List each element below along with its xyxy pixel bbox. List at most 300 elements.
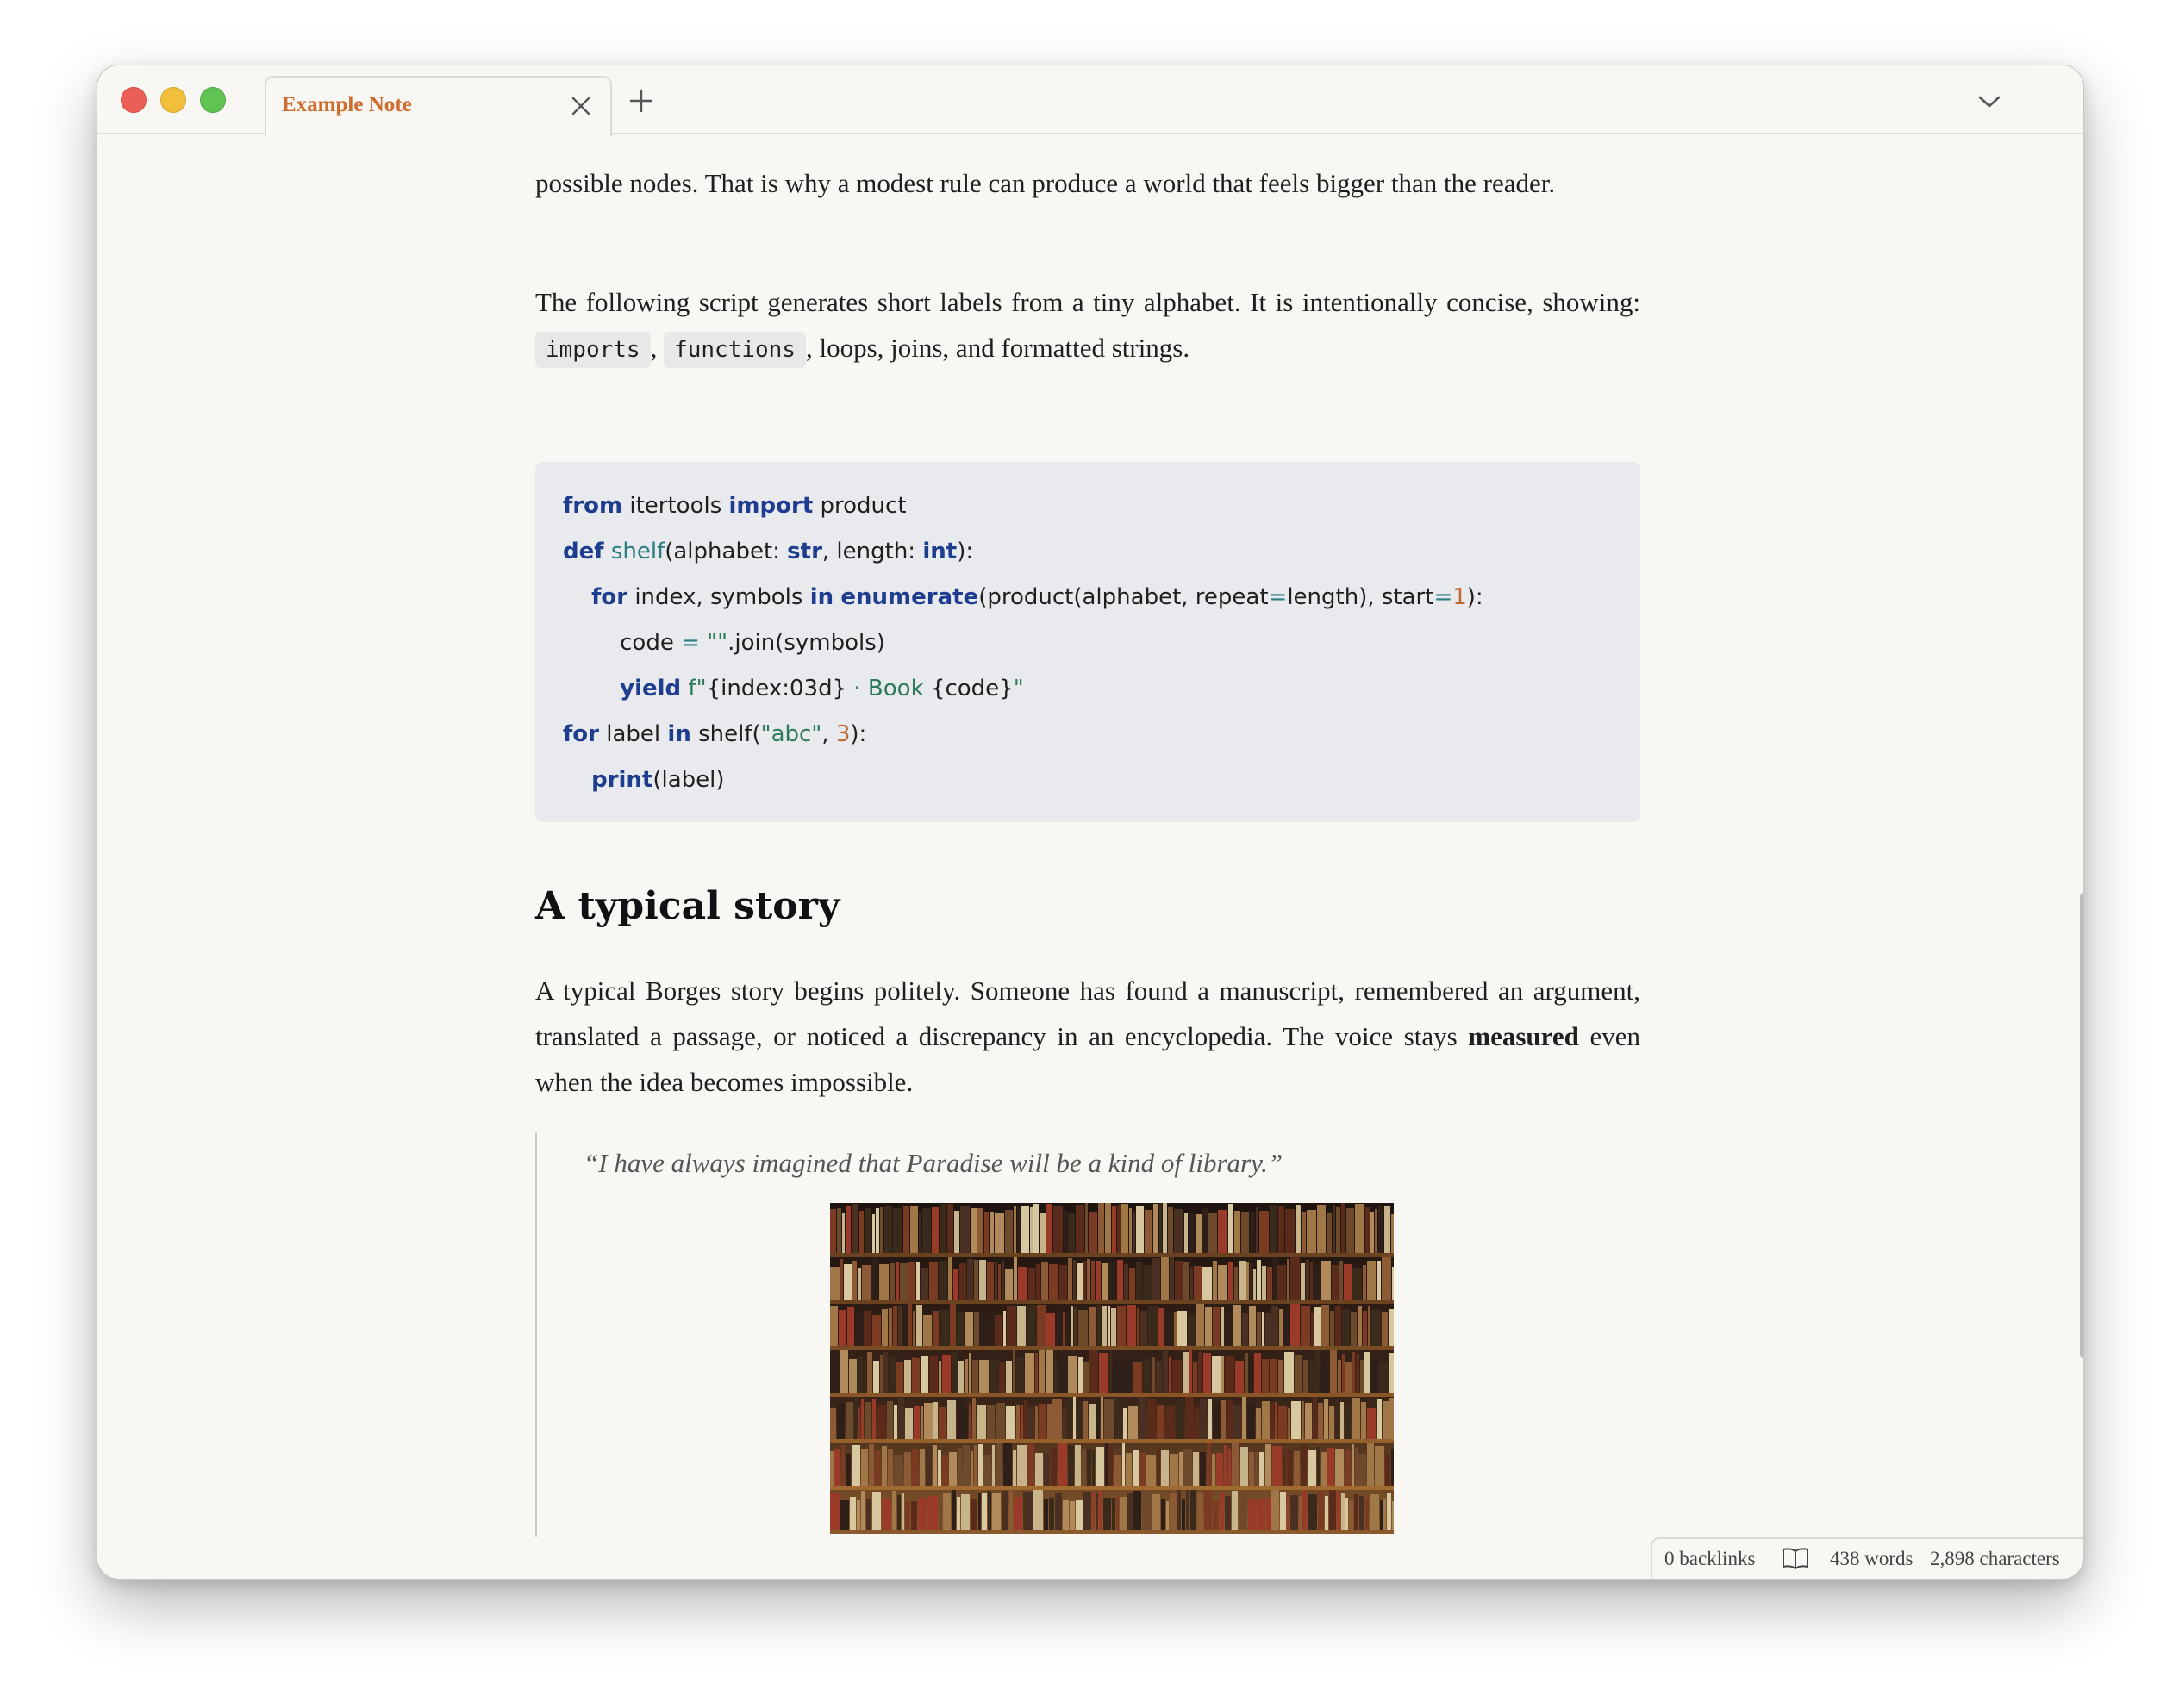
book-spine (1296, 1205, 1301, 1253)
book-spine (998, 1264, 1001, 1303)
book-spine (969, 1353, 971, 1396)
book-spine (1259, 1452, 1264, 1489)
book-spine (1103, 1498, 1111, 1530)
book-spine (1145, 1210, 1152, 1253)
book-spine (1337, 1492, 1340, 1530)
book-spine (1021, 1206, 1029, 1253)
book-spine (1377, 1261, 1381, 1303)
book-spine (1136, 1262, 1142, 1303)
book-spine (950, 1304, 956, 1350)
book-spine (1290, 1304, 1300, 1350)
book-spine (898, 1306, 902, 1350)
book-spine (1005, 1269, 1013, 1303)
book-spine (992, 1445, 995, 1489)
book-spine (1247, 1404, 1255, 1443)
book-spine (1121, 1361, 1127, 1396)
text-run: , loops, joins, and formatted strings. (805, 333, 1190, 363)
book-spine (982, 1493, 987, 1530)
window-minimize-button[interactable] (160, 87, 186, 113)
window-close-button[interactable] (121, 87, 147, 113)
book-spine (1121, 1204, 1128, 1253)
book-spine (1228, 1449, 1231, 1489)
book-spine (984, 1212, 989, 1253)
book-spine (1345, 1450, 1351, 1489)
book-spine (1352, 1352, 1355, 1396)
book-spine (1003, 1443, 1012, 1489)
library-bookshelf-image (830, 1203, 1394, 1534)
book-spine (1302, 1401, 1304, 1443)
book-spine (1290, 1495, 1298, 1530)
title-bar (97, 65, 2083, 134)
book-spine (830, 1493, 840, 1530)
book-spine (958, 1448, 962, 1489)
book-spine (940, 1204, 946, 1253)
book-spine (1047, 1404, 1052, 1443)
book-spine (1364, 1352, 1370, 1396)
book-spine (855, 1313, 863, 1350)
book-spine (1301, 1306, 1310, 1350)
book-spine (988, 1491, 991, 1530)
book-spine (1228, 1204, 1233, 1253)
book-spine (904, 1452, 911, 1489)
book-spine (1046, 1313, 1055, 1350)
book-spine (1108, 1444, 1113, 1489)
book-spine (1133, 1362, 1142, 1396)
paragraph: possible nodes. That is why a modest rule can produce a world that feels bigger than the reader. (535, 168, 1556, 198)
book-spine (1087, 1259, 1090, 1303)
book-spine (939, 1261, 947, 1303)
book-spine (1039, 1350, 1045, 1396)
book-spine (1273, 1257, 1277, 1303)
book-spine (1051, 1448, 1057, 1489)
book-spine (1262, 1401, 1270, 1443)
book-spine (1039, 1404, 1046, 1443)
book-spine (884, 1206, 892, 1253)
chevron-down-icon[interactable] (1976, 93, 2002, 110)
book-spine (1208, 1399, 1212, 1443)
book-spine (1257, 1312, 1261, 1350)
book-spine (957, 1312, 964, 1350)
book-spine (1265, 1313, 1271, 1350)
book-spine (1023, 1492, 1033, 1530)
book-spine (882, 1499, 891, 1530)
book-spine (1267, 1267, 1272, 1303)
book-spine (1108, 1306, 1110, 1350)
book-spine (1092, 1492, 1095, 1530)
book-spine (1341, 1493, 1345, 1530)
book-spine (1070, 1501, 1075, 1530)
book-spine (921, 1356, 928, 1396)
book-spine (1257, 1260, 1261, 1303)
book-spine (1225, 1356, 1234, 1396)
book-spine (1027, 1444, 1034, 1489)
book-spine (877, 1405, 886, 1443)
tab-example-note[interactable] (265, 76, 612, 136)
book-spine (869, 1444, 874, 1489)
book-spine (1136, 1206, 1144, 1253)
book-spine (1205, 1307, 1212, 1350)
book-spine (1321, 1305, 1329, 1350)
book-spine (1352, 1268, 1362, 1303)
book-spine (889, 1308, 892, 1350)
book-spine (1089, 1404, 1096, 1443)
book-spine (1325, 1496, 1328, 1530)
book-spine (965, 1312, 973, 1350)
book-spine (1124, 1264, 1128, 1303)
book-spine (1089, 1307, 1096, 1350)
book-spine (893, 1306, 897, 1350)
book-spine (1367, 1408, 1376, 1443)
book-spine (1096, 1447, 1104, 1489)
book-spine (1356, 1354, 1359, 1396)
book-spine (1363, 1311, 1367, 1350)
book-spine (1234, 1267, 1238, 1303)
book-spine (1049, 1498, 1054, 1530)
book-spine (1117, 1205, 1121, 1253)
book-spine (1335, 1449, 1344, 1489)
book-spine (1096, 1493, 1098, 1530)
book-spine (1068, 1445, 1074, 1489)
book-spine (1177, 1490, 1181, 1530)
book-spine (1314, 1265, 1321, 1303)
book-spine (957, 1399, 965, 1443)
book-spine (1083, 1401, 1088, 1443)
book-spine (990, 1359, 998, 1396)
book-spine (1044, 1499, 1048, 1530)
book-spine (882, 1309, 888, 1350)
book-spine (922, 1208, 931, 1253)
book-spine (1225, 1496, 1231, 1530)
book-spine (910, 1206, 918, 1253)
book-spine (872, 1492, 881, 1530)
bold-text: measured (1468, 1021, 1579, 1051)
book-spine (1265, 1444, 1271, 1489)
book-spine (999, 1362, 1005, 1396)
book-spine (1033, 1490, 1043, 1530)
book-spine (977, 1208, 983, 1253)
book-spine (854, 1398, 857, 1443)
scrollbar-thumb[interactable] (2080, 893, 2084, 1358)
book-spine (1232, 1491, 1238, 1530)
book-spine (1075, 1445, 1081, 1489)
book-spine (1013, 1350, 1015, 1396)
text-run: A typical Borges story begins politely. Someone has found a manuscript, remembered an argument, translated a passage, or noticed a discrepancy in an encyclopedia. The voice stays (535, 976, 1640, 1051)
book-spine (1099, 1353, 1108, 1396)
book-spine (1198, 1352, 1202, 1396)
book-spine (1255, 1452, 1258, 1489)
book-spine (852, 1204, 858, 1253)
book-spine (1159, 1203, 1162, 1253)
book-spine (894, 1405, 897, 1443)
book-spine (1378, 1206, 1383, 1253)
book-spine (872, 1399, 876, 1443)
book-spine (1114, 1455, 1121, 1489)
book-spine (1063, 1312, 1065, 1350)
book-spine (879, 1264, 889, 1303)
book-spine (1049, 1264, 1058, 1303)
book-spine (1068, 1213, 1075, 1253)
book-spine (1308, 1450, 1316, 1489)
book-spine (1041, 1262, 1048, 1303)
close-icon[interactable] (570, 95, 592, 117)
book-spine (830, 1209, 836, 1253)
book-spine (977, 1405, 986, 1443)
book-spine (861, 1491, 865, 1530)
book-spine (1174, 1209, 1183, 1253)
book-spine (1270, 1205, 1277, 1253)
book-spine (1321, 1357, 1329, 1396)
book-spine (932, 1207, 939, 1253)
book-spine (847, 1307, 854, 1350)
code-line: yield f"{index:03d} · Book {code}" (620, 676, 1024, 701)
book-spine (1068, 1258, 1072, 1303)
book-spine (830, 1306, 838, 1350)
book-spine (1285, 1209, 1295, 1253)
book-spine (1200, 1452, 1206, 1489)
book-spine (987, 1262, 994, 1303)
book-spine (1195, 1407, 1199, 1443)
book-spine (1358, 1306, 1362, 1350)
book-open-icon[interactable] (1782, 1546, 1809, 1570)
book-spine (844, 1264, 852, 1303)
book-spine (952, 1490, 956, 1530)
book-spine (1287, 1450, 1293, 1489)
book-spine (1218, 1210, 1227, 1253)
book-spine (1074, 1307, 1077, 1350)
book-spine (1189, 1213, 1195, 1253)
book-spine (1009, 1491, 1013, 1530)
book-spine (1272, 1446, 1282, 1489)
book-spine (933, 1311, 939, 1350)
book-spine (1250, 1263, 1252, 1303)
book-spine (1109, 1350, 1112, 1396)
book-spine (1152, 1357, 1155, 1396)
book-spine (1114, 1397, 1118, 1443)
book-spine (908, 1304, 912, 1350)
book-spine (1168, 1207, 1173, 1253)
book-spine (1278, 1206, 1284, 1253)
book-spine (1127, 1493, 1133, 1530)
book-spine (1224, 1445, 1227, 1489)
code-line: for label in shelf("abc", 3): (563, 721, 867, 747)
book-spine (1105, 1203, 1111, 1253)
book-spine (987, 1405, 995, 1443)
book-spine (864, 1311, 871, 1350)
book-spine (1371, 1359, 1378, 1396)
book-spine (948, 1257, 952, 1303)
book-spine (1240, 1447, 1248, 1489)
book-spine (1301, 1263, 1305, 1303)
book-spine (1382, 1257, 1391, 1303)
book-spine (1346, 1208, 1354, 1253)
book-spine (858, 1268, 861, 1303)
book-spine (1063, 1407, 1066, 1443)
book-spine (969, 1404, 971, 1443)
book-spine (880, 1355, 883, 1396)
book-spine (1056, 1310, 1062, 1350)
book-spine (1076, 1500, 1083, 1530)
book-spine (1078, 1357, 1083, 1396)
book-spine (1306, 1260, 1309, 1303)
book-spine (1259, 1211, 1269, 1253)
book-spine (1157, 1405, 1164, 1443)
book-spine (1250, 1213, 1255, 1253)
character-count: 2,898 characters (1930, 1548, 2060, 1569)
book-spine (903, 1206, 909, 1253)
book-spine (1360, 1360, 1364, 1396)
book-spine (974, 1260, 978, 1303)
book-spine (978, 1444, 983, 1489)
book-spine (1046, 1204, 1052, 1253)
book-spine (1379, 1362, 1388, 1396)
book-spine (1189, 1350, 1192, 1396)
book-spine (1044, 1453, 1050, 1489)
backlinks-count[interactable]: 0 backlinks (1664, 1548, 1756, 1569)
book-spine (1329, 1406, 1334, 1443)
book-spine (1375, 1446, 1384, 1489)
book-spine (1359, 1496, 1364, 1530)
book-spine (1262, 1359, 1269, 1396)
book-spine (996, 1403, 1005, 1443)
book-spine (1367, 1443, 1374, 1489)
book-spine (1225, 1312, 1233, 1350)
book-spine (1279, 1309, 1283, 1350)
book-spine (1083, 1492, 1091, 1530)
book-spine (1165, 1313, 1173, 1350)
book-spine (1127, 1305, 1136, 1350)
book-spine (1140, 1311, 1147, 1350)
book-spine (1175, 1261, 1183, 1303)
book-spine (911, 1501, 917, 1530)
book-spine (1035, 1406, 1038, 1443)
book-spine (1158, 1308, 1164, 1350)
book-spine (1317, 1447, 1320, 1489)
book-spine (865, 1208, 871, 1253)
book-spine (1076, 1205, 1084, 1253)
book-spine (1270, 1359, 1277, 1396)
book-spine (1318, 1491, 1324, 1530)
book-spine (1389, 1398, 1394, 1443)
book-spine (1170, 1454, 1178, 1489)
book-spine (876, 1208, 879, 1253)
book-spine (1174, 1312, 1177, 1350)
book-spine (889, 1356, 896, 1396)
book-spine (882, 1446, 887, 1489)
book-spine (1066, 1313, 1070, 1350)
book-spine (1232, 1443, 1239, 1489)
book-spine (1058, 1355, 1067, 1396)
book-spine (1234, 1211, 1240, 1253)
book-spine (929, 1356, 938, 1396)
book-spine (1213, 1261, 1217, 1303)
book-spine (830, 1267, 840, 1303)
book-spine (1035, 1353, 1038, 1396)
book-spine (1262, 1266, 1266, 1303)
book-spine (893, 1208, 902, 1253)
book-spine (902, 1493, 904, 1530)
book-spine (1295, 1355, 1302, 1396)
window-maximize-button[interactable] (200, 87, 226, 113)
book-spine (1385, 1454, 1390, 1489)
book-spine (1368, 1306, 1370, 1350)
book-spine (1147, 1399, 1156, 1443)
book-spine (1383, 1499, 1386, 1530)
book-spine (965, 1406, 968, 1443)
plus-icon[interactable] (628, 88, 654, 114)
book-spine (916, 1262, 920, 1303)
book-spine (974, 1312, 979, 1350)
book-spine (1005, 1210, 1013, 1253)
book-spine (1104, 1399, 1114, 1443)
book-spine (1101, 1397, 1103, 1443)
book-spine (939, 1407, 946, 1443)
book-spine (1208, 1213, 1217, 1253)
book-spine (1242, 1313, 1248, 1350)
book-spine (1073, 1397, 1076, 1443)
book-spine (1318, 1403, 1323, 1443)
book-spine (1129, 1208, 1132, 1253)
book-spine (896, 1362, 903, 1396)
book-spine (1352, 1398, 1360, 1443)
book-spine (939, 1500, 942, 1530)
book-spine (1083, 1261, 1086, 1303)
book-spine (1327, 1213, 1332, 1253)
book-spine (1143, 1265, 1152, 1303)
book-spine (1382, 1312, 1388, 1350)
book-spine (1133, 1450, 1139, 1489)
book-spine (1335, 1400, 1339, 1443)
book-spine (861, 1449, 868, 1489)
book-spine (1133, 1212, 1135, 1253)
book-spine (1391, 1449, 1394, 1489)
book-spine (840, 1259, 843, 1303)
book-spine (989, 1314, 994, 1350)
book-spine (1186, 1490, 1189, 1530)
book-spine (839, 1310, 846, 1350)
book-spine (915, 1358, 920, 1396)
book-spine (1170, 1257, 1174, 1303)
book-spine (1196, 1214, 1202, 1253)
book-spine (1207, 1443, 1211, 1489)
book-spine (1177, 1311, 1187, 1350)
book-spine (996, 1443, 1002, 1489)
book-spine (947, 1400, 956, 1443)
book-spine (1059, 1265, 1067, 1303)
book-spine (837, 1208, 841, 1253)
book-spine (846, 1402, 853, 1443)
book-spine (1342, 1354, 1345, 1396)
book-spine (978, 1493, 981, 1530)
book-spine (971, 1499, 977, 1530)
book-spine (1018, 1267, 1027, 1303)
book-spine (912, 1357, 915, 1396)
book-spine (1089, 1212, 1097, 1253)
book-spine (938, 1450, 941, 1489)
book-spine (852, 1445, 860, 1489)
book-spine (1117, 1260, 1123, 1303)
book-spine (960, 1206, 970, 1253)
book-spine (1006, 1361, 1012, 1396)
book-spine (1280, 1492, 1286, 1530)
book-spine (1092, 1450, 1095, 1489)
book-spine (1256, 1207, 1258, 1253)
code-line: def shelf(alphabet: str, length: int): (563, 539, 974, 564)
book-spine (1340, 1402, 1344, 1443)
book-spine (1163, 1203, 1167, 1253)
book-spine (1098, 1203, 1104, 1253)
book-spine (1342, 1309, 1350, 1350)
book-spine (1046, 1350, 1053, 1396)
